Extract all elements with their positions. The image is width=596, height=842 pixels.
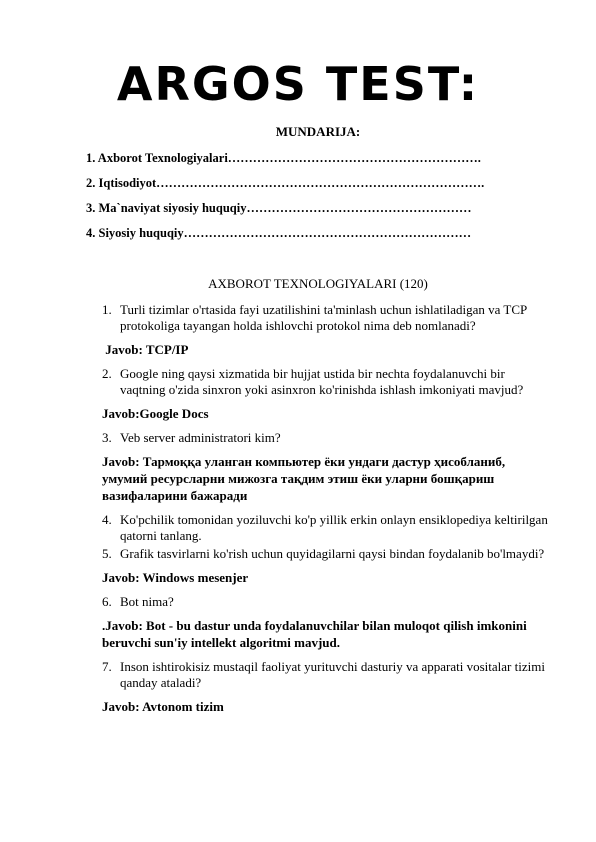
question-item [102,430,550,446]
answer-text: Javob: Тармоққа уланган компьютер ёки ундаги дастур ҳисобланиб, умумий ресурсларни мижозга тақдим этиш ёки уларни бошқариш вазифаларини бажаради [102,454,506,503]
toc-item: 2. Iqtisodiyot……………………………………………………………………. [86,176,485,190]
question-text: Bot nima? [120,594,174,609]
question-text: Veb server administratori kim? [120,430,281,445]
question-text: Turli tizimlar o'rtasida fayi uzatilishini ta'minlash uchun ishlatiladigan va TCP protokoliga tayangan holda ishlovchi protokol nima deb nomlanadi? [120,302,527,333]
toc-heading: MUNDARIJA: [275,124,361,139]
question-item [102,366,550,398]
question-number: 3. [102,430,112,445]
answer-text: Javob: Windows mesenjer [102,570,249,585]
question-number: 1. [102,302,112,317]
table-of-contents [86,150,526,250]
question-text: Grafik tasvirlarni ko'rish uchun quyidagilarni qaysi bindan foydalanib bo'lmaydi? [120,546,545,561]
answer-text: Javob:Google Docs [102,406,209,421]
question-item [102,659,550,691]
question-item [102,302,550,334]
question-list [102,302,550,723]
question-number: 2. [102,366,112,381]
question-text: Ko'pchilik tomonidan yoziluvchi ko'p yillik erkin onlayn ensiklopediya keltirilgan qatorni tanlang. [120,512,548,543]
question-item [102,546,550,562]
question-text: Google ning qaysi xizmatida bir hujjat ustida bir nechta foydalanuvchi bir vaqtning o'zida sinxron yoki asinxron ko'rinishda ishlash imkoniyati mavjud? [120,366,524,397]
toc-item: 1. Axborot Texnologiyalari……………………………………………………. [86,151,481,165]
question-number: 6. [102,594,112,609]
document-title: ARGOS TEST: [116,57,480,111]
toc-item: 4. Siyosiy huquqiy…………………………………………………………… [86,226,472,240]
answer-text: Javob: TCP/IP [102,342,189,357]
question-number: 4. [102,512,112,527]
section-heading: AXBOROT TEXNOLOGIYALARI (120) [208,276,428,291]
question-item [102,512,550,544]
question-text: Inson ishtirokisiz mustaqil faoliyat yurituvchi dasturiy va apparati vositalar tizimi qanday ataladi? [120,659,545,690]
question-number: 7. [102,659,112,674]
answer-text: Javob: Avtonom tizim [102,699,224,714]
toc-item: 3. Ma`naviyat siyosiy huquqiy……………………………………………… [86,201,472,215]
question-number: 5. [102,546,112,561]
question-item [102,594,550,610]
answer-text: .Javob: Bot - bu dastur unda foydalanuvchilar bilan muloqot qilish imkonini beruvchi sun'iy intellekt algoritmi mavjud. [102,618,527,650]
